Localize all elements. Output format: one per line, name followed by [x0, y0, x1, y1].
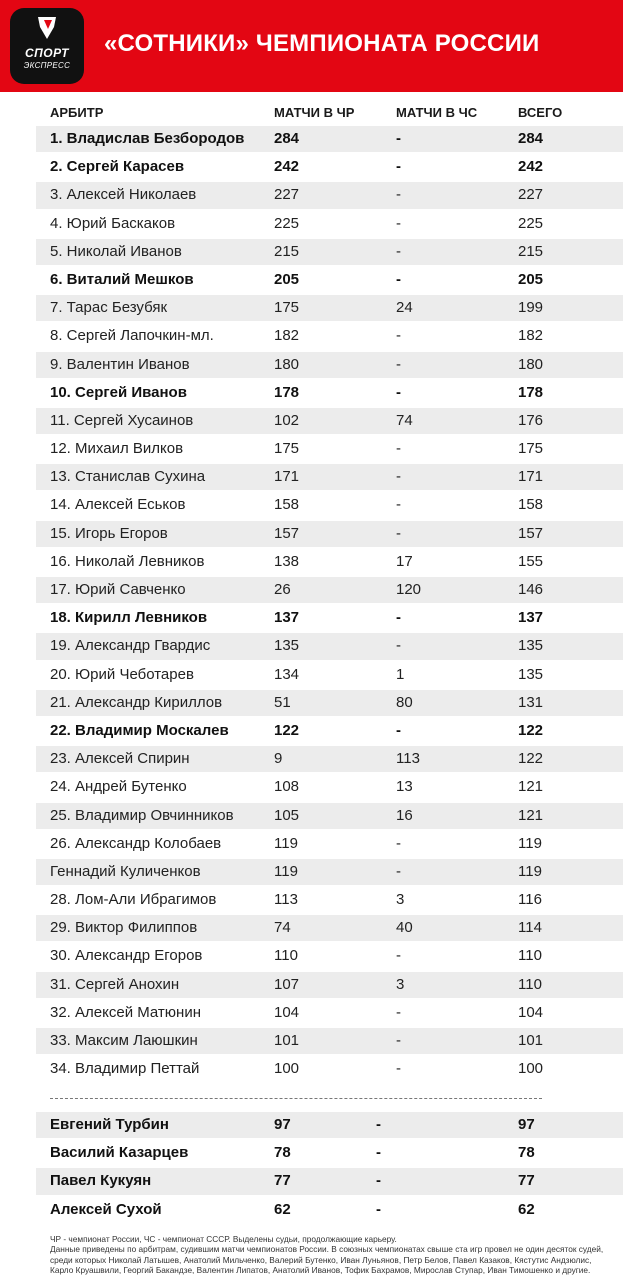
total-matches-cell: 157	[518, 524, 544, 542]
total-matches-cell: 121	[518, 778, 544, 796]
total-matches-cell: 225	[518, 214, 544, 232]
matches-ussr-cell: -	[396, 158, 401, 176]
referee-name-cell: 3. Алексей Николаев	[50, 186, 197, 204]
referee-name-cell: 9. Валентин Иванов	[50, 355, 190, 373]
total-matches-cell: 62	[518, 1200, 535, 1218]
total-matches-cell: 114	[518, 919, 542, 937]
referee-name-cell: 2. Сергей Карасев	[50, 158, 185, 176]
matches-ussr-cell: 113	[396, 750, 420, 768]
matches-ussr-cell: -	[396, 214, 401, 232]
matches-ussr-cell: -	[396, 186, 401, 204]
table-row	[36, 549, 623, 575]
matches-ussr-cell: -	[396, 496, 401, 514]
table-row	[36, 972, 623, 998]
matches-russia-cell: 107	[274, 975, 300, 993]
matches-ussr-cell: -	[396, 609, 401, 627]
matches-russia-cell: 110	[274, 947, 298, 965]
referee-name-cell: 7. Тарас Безубяк	[50, 299, 168, 317]
total-matches-cell: 121	[518, 806, 544, 824]
table-row	[36, 1028, 623, 1054]
total-matches-cell: 119	[518, 834, 542, 852]
matches-ussr-cell: -	[396, 524, 401, 542]
matches-ussr-cell: -	[396, 721, 401, 739]
total-matches-cell: 155	[518, 552, 544, 570]
referee-name-cell: 34. Владимир Петтай	[50, 1060, 200, 1078]
table-row	[36, 408, 623, 434]
total-matches-cell: 146	[518, 581, 544, 598]
referee-name-cell: 1. Владислав Безбородов	[50, 130, 245, 147]
total-matches-cell: 158	[518, 496, 544, 514]
matches-ussr-cell: -	[396, 862, 401, 880]
column-header-total: ВСЕГО	[518, 105, 563, 120]
total-matches-cell: 180	[518, 355, 544, 373]
table-row	[36, 323, 623, 349]
referee-table	[36, 100, 623, 1084]
matches-russia-cell: 122	[274, 721, 300, 739]
referee-name-cell: 33. Максим Лаюшкин	[50, 1032, 198, 1049]
total-matches-cell: 100	[518, 1060, 544, 1078]
table-row	[36, 211, 623, 237]
referee-name-cell: 4. Юрий Баскаков	[50, 214, 176, 232]
matches-russia-cell: 105	[274, 806, 300, 824]
matches-russia-cell: 225	[274, 214, 300, 232]
total-matches-cell: 131	[518, 693, 544, 711]
referee-name-cell: 16. Николай Левников	[50, 552, 205, 570]
matches-ussr-cell: 24	[396, 299, 413, 317]
matches-russia-cell: 137	[274, 609, 300, 627]
table-row	[36, 380, 623, 406]
total-matches-cell: 135	[518, 637, 544, 655]
table-row	[36, 605, 623, 631]
table-row	[36, 803, 623, 829]
referee-name-cell: Василий Казарцев	[50, 1144, 189, 1162]
total-matches-cell: 104	[518, 1003, 544, 1021]
matches-ussr-cell: 74	[396, 411, 413, 429]
referee-name-cell: 18. Кирилл Левников	[50, 609, 208, 627]
table-row	[36, 943, 623, 969]
matches-ussr-cell: -	[396, 1060, 401, 1078]
table-row	[36, 182, 623, 208]
total-matches-cell: 178	[518, 383, 544, 401]
matches-russia-cell: 74	[274, 919, 291, 937]
table-row	[36, 126, 623, 152]
matches-ussr-cell: 40	[396, 919, 413, 937]
table-row	[36, 267, 623, 293]
table-row	[36, 436, 623, 462]
table-header	[36, 100, 623, 126]
total-matches-cell: 284	[518, 130, 544, 147]
matches-russia-cell: 78	[274, 1144, 291, 1162]
referee-name-cell: 24. Андрей Бутенко	[50, 778, 187, 796]
footnote-line: Данные приведены по арбитрам, судившим матчи чемпионатов России. В союзных чемпионатах свыше ста игр провел не один десяток судей,	[50, 1244, 604, 1255]
table-row	[36, 1056, 623, 1082]
separator-dashed-line	[50, 1098, 542, 1099]
referee-name-cell: 25. Владимир Овчинников	[50, 806, 234, 824]
referee-name-cell: 20. Юрий Чеботарев	[50, 665, 194, 683]
referee-name-cell: 14. Алексей Еськов	[50, 496, 186, 514]
total-matches-cell: 119	[518, 862, 542, 880]
matches-ussr-cell: -	[396, 270, 401, 288]
matches-ussr-cell: -	[396, 1032, 401, 1049]
total-matches-cell: 122	[518, 721, 544, 739]
matches-ussr-cell: -	[396, 468, 401, 486]
matches-russia-cell: 113	[274, 891, 298, 909]
matches-ussr-cell: -	[396, 947, 401, 965]
table-row	[36, 464, 623, 490]
total-matches-cell: 101	[518, 1032, 544, 1049]
table-row	[36, 690, 623, 716]
referee-name-cell: Павел Кукуян	[50, 1172, 152, 1190]
referee-name-cell: 30. Александр Егоров	[50, 947, 203, 965]
extra-referees-list	[36, 1112, 623, 1225]
matches-russia-cell: 180	[274, 355, 300, 373]
table-row	[36, 633, 623, 659]
referee-name-cell: 31. Сергей Анохин	[50, 975, 180, 993]
referee-name-cell: 13. Станислав Сухина	[50, 468, 206, 486]
matches-ussr-cell: -	[396, 383, 401, 401]
matches-ussr-cell: -	[396, 327, 401, 345]
referee-name-cell: Алексей Сухой	[50, 1200, 162, 1218]
referee-name-cell: 17. Юрий Савченко	[50, 581, 186, 598]
total-matches-cell: 116	[518, 891, 542, 909]
matches-ussr-cell: -	[376, 1144, 381, 1162]
matches-ussr-cell: -	[396, 242, 401, 260]
page-title: «СОТНИКИ» ЧЕМПИОНАТА РОССИИ	[104, 30, 540, 57]
referee-name-cell: Геннадий Куличенков	[50, 862, 201, 880]
matches-russia-cell: 62	[274, 1200, 291, 1218]
referee-name-cell: 6. Виталий Мешков	[50, 270, 194, 288]
total-matches-cell: 176	[518, 411, 544, 429]
matches-ussr-cell: -	[396, 355, 401, 373]
column-header-matches-russia: МАТЧИ В ЧР	[274, 105, 355, 120]
table-row	[36, 295, 623, 321]
matches-russia-cell: 205	[274, 270, 300, 288]
header-banner	[0, 0, 623, 92]
matches-ussr-cell: -	[396, 834, 401, 852]
table-row	[36, 154, 623, 180]
referee-name-cell: 23. Алексей Спирин	[50, 750, 190, 768]
referee-name-cell: 11. Сергей Хусаинов	[50, 411, 194, 429]
matches-russia-cell: 26	[274, 581, 291, 598]
matches-ussr-cell: 3	[396, 975, 405, 993]
table-row	[36, 746, 623, 772]
matches-russia-cell: 135	[274, 637, 300, 655]
total-matches-cell: 205	[518, 270, 544, 288]
total-matches-cell: 77	[518, 1172, 535, 1190]
table-row	[36, 1000, 623, 1026]
table-row	[36, 662, 623, 688]
referee-name-cell: 32. Алексей Матюнин	[50, 1003, 201, 1021]
torch-icon	[34, 14, 60, 42]
matches-russia-cell: 119	[274, 834, 298, 852]
matches-russia-cell: 227	[274, 186, 300, 204]
matches-russia-cell: 104	[274, 1003, 300, 1021]
referee-name-cell: Евгений Турбин	[50, 1116, 169, 1133]
table-row	[36, 831, 623, 857]
extra-table-row	[36, 1168, 623, 1194]
table-row	[36, 774, 623, 800]
referee-name-cell: 28. Лом-Али Ибрагимов	[50, 891, 217, 909]
table-row	[36, 352, 623, 378]
matches-ussr-cell: -	[396, 637, 401, 655]
referee-name-cell: 29. Виктор Филиппов	[50, 919, 198, 937]
matches-russia-cell: 171	[274, 468, 300, 486]
matches-ussr-cell: 3	[396, 891, 405, 909]
matches-russia-cell: 157	[274, 524, 300, 542]
matches-russia-cell: 102	[274, 411, 300, 429]
matches-russia-cell: 100	[274, 1060, 300, 1078]
matches-russia-cell: 138	[274, 552, 300, 570]
referee-name-cell: 21. Александр Кириллов	[50, 693, 223, 711]
matches-russia-cell: 242	[274, 158, 300, 176]
referee-name-cell: 22. Владимир Москалев	[50, 721, 229, 739]
table-row	[36, 915, 623, 941]
matches-russia-cell: 178	[274, 383, 300, 401]
referee-name-cell: 26. Александр Колобаев	[50, 834, 222, 852]
matches-russia-cell: 108	[274, 778, 300, 796]
total-matches-cell: 171	[518, 468, 544, 486]
matches-russia-cell: 284	[274, 130, 300, 147]
column-header-matches-ussr: МАТЧИ В ЧС	[396, 105, 478, 120]
referee-name-cell: 15. Игорь Егоров	[50, 524, 168, 542]
total-matches-cell: 175	[518, 440, 544, 458]
matches-russia-cell: 119	[274, 862, 298, 880]
table-row	[36, 239, 623, 265]
matches-russia-cell: 97	[274, 1116, 291, 1133]
extra-table-row	[36, 1140, 623, 1166]
total-matches-cell: 182	[518, 327, 544, 345]
matches-russia-cell: 175	[274, 440, 300, 458]
column-header-referee: АРБИТР	[50, 105, 104, 120]
matches-russia-cell: 9	[274, 750, 283, 768]
table-body	[36, 126, 623, 1082]
total-matches-cell: 122	[518, 750, 544, 768]
matches-ussr-cell: -	[376, 1172, 381, 1190]
table-row	[36, 887, 623, 913]
matches-ussr-cell: -	[396, 130, 401, 147]
matches-russia-cell: 158	[274, 496, 300, 514]
total-matches-cell: 227	[518, 186, 544, 204]
table-row	[36, 492, 623, 518]
matches-ussr-cell: 120	[396, 581, 422, 598]
matches-russia-cell: 182	[274, 327, 300, 345]
matches-ussr-cell: 13	[396, 778, 413, 796]
matches-ussr-cell: 1	[396, 665, 405, 683]
footnote-line: среди которых Николай Латышев, Анатолий Мильченко, Валерий Бутенко, Иван Луньянов, Петр Белов, Павел Казаков, Кястутис Андзюлис,	[50, 1254, 592, 1265]
matches-russia-cell: 101	[274, 1032, 300, 1049]
footnotes	[50, 1234, 615, 1276]
referee-name-cell: 19. Александр Гвардис	[50, 637, 211, 655]
matches-russia-cell: 51	[274, 693, 291, 711]
logo-text-bottom: ЭКСПРЕСС	[23, 61, 71, 70]
matches-ussr-cell: -	[396, 1003, 401, 1021]
footnote-line: ЧР - чемпионат России, ЧС - чемпионат СССР. Выделены судьи, продолжающие карьеру.	[50, 1234, 397, 1244]
table-row	[36, 521, 623, 547]
footnote-line: Карло Круашвили, Георгий Бакандзе, Валентин Липатов, Анатолий Иванов, Тофик Бахрамов, Мирослав Ступар, Иван Тимошенко и другие.	[50, 1265, 591, 1276]
total-matches-cell: 137	[518, 609, 544, 627]
referee-name-cell: 10. Сергей Иванов	[50, 383, 187, 401]
total-matches-cell: 199	[518, 299, 544, 317]
matches-ussr-cell: 16	[396, 806, 413, 824]
total-matches-cell: 215	[518, 242, 544, 260]
extra-table-row	[36, 1197, 623, 1223]
extra-table-row	[36, 1112, 623, 1138]
total-matches-cell: 135	[518, 665, 544, 683]
total-matches-cell: 78	[518, 1144, 535, 1162]
referee-name-cell: 12. Михаил Вилков	[50, 440, 184, 458]
total-matches-cell: 110	[518, 947, 542, 965]
matches-russia-cell: 77	[274, 1172, 291, 1190]
matches-ussr-cell: -	[376, 1200, 381, 1218]
sport-express-logo	[10, 8, 84, 84]
logo-text-top: СПОРТ	[24, 46, 69, 60]
total-matches-cell: 242	[518, 158, 544, 176]
referee-name-cell: 8. Сергей Лапочкин-мл.	[50, 327, 214, 345]
matches-ussr-cell: -	[376, 1116, 381, 1133]
matches-russia-cell: 134	[274, 665, 300, 683]
table-row	[36, 718, 623, 744]
table-row	[36, 859, 623, 885]
total-matches-cell: 110	[518, 975, 542, 993]
matches-ussr-cell: -	[396, 440, 401, 458]
matches-russia-cell: 175	[274, 299, 300, 317]
table-row	[36, 577, 623, 603]
referee-name-cell: 5. Николай Иванов	[50, 242, 182, 260]
total-matches-cell: 97	[518, 1116, 535, 1133]
matches-ussr-cell: 17	[396, 552, 413, 570]
matches-russia-cell: 215	[274, 242, 300, 260]
matches-ussr-cell: 80	[396, 693, 413, 711]
